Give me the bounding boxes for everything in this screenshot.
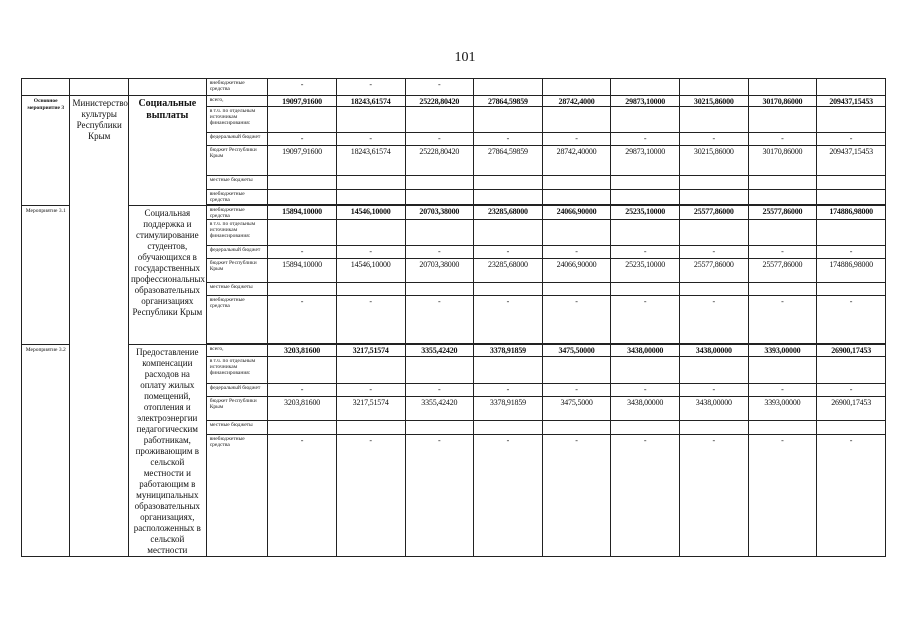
table-cell <box>817 107 886 133</box>
funding-table <box>21 78 886 557</box>
table-cell: внебюджетные средства <box>206 79 268 96</box>
table-cell <box>748 220 817 246</box>
table-cell <box>542 190 611 205</box>
table-cell: - <box>405 296 474 344</box>
table-cell: - <box>680 133 749 146</box>
table-cell <box>474 107 543 133</box>
table-cell: 18243,61574 <box>336 96 405 107</box>
table-cell: - <box>268 246 337 259</box>
table-cell: - <box>680 296 749 344</box>
table-row <box>22 345 886 357</box>
table-cell <box>474 176 543 190</box>
table-cell: в т.ч. по отдельным источникам финансирования: <box>206 107 268 133</box>
table-cell <box>268 107 337 133</box>
table-cell: 3355,42420 <box>405 396 474 420</box>
table-cell <box>268 176 337 190</box>
table-cell: - <box>336 296 405 344</box>
executor: Министерство культуры Республики Крым <box>70 96 129 557</box>
page-number: 101 <box>454 50 476 65</box>
table-cell: 18243,61574 <box>336 146 405 176</box>
table-cell <box>542 283 611 296</box>
table-cell <box>268 421 337 434</box>
table-cell: 15894,10000 <box>268 206 337 220</box>
table-cell: 3438,00000 <box>680 345 749 357</box>
table-cell: 28742,4000 <box>542 96 611 107</box>
block-code: Мероприятие 3.1 <box>22 206 70 345</box>
table-cell <box>474 190 543 205</box>
table-cell: 25235,10000 <box>611 206 680 220</box>
table-cell <box>680 107 749 133</box>
table-cell: - <box>817 246 886 259</box>
table-cell: - <box>542 246 611 259</box>
table-cell: 14546,10000 <box>336 259 405 283</box>
table-cell: - <box>405 79 474 96</box>
table-cell <box>817 220 886 246</box>
table-cell <box>817 79 886 96</box>
table-cell: 25577,86000 <box>748 206 817 220</box>
table-cell: 25577,86000 <box>680 206 749 220</box>
table-cell <box>474 357 543 384</box>
table-cell <box>748 421 817 434</box>
table-cell <box>748 79 817 96</box>
table-cell: 19097,91600 <box>268 146 337 176</box>
table-cell <box>748 176 817 190</box>
table-cell: местные бюджеты <box>206 176 268 190</box>
table-row <box>22 96 886 107</box>
table-cell <box>542 357 611 384</box>
table-cell <box>611 421 680 434</box>
table-cell: - <box>268 434 337 556</box>
table-cell: всего, <box>206 345 268 357</box>
block-code: Мероприятие 3.2 <box>22 345 70 557</box>
table-cell: 29873,10000 <box>611 96 680 107</box>
table-cell: федеральный бюджет <box>206 383 268 396</box>
table-cell: - <box>817 133 886 146</box>
table-cell <box>405 220 474 246</box>
table-cell <box>405 421 474 434</box>
table-cell <box>474 421 543 434</box>
table-cell: - <box>268 79 337 96</box>
table-cell: 174886,98000 <box>817 206 886 220</box>
table-cell: - <box>611 296 680 344</box>
table-cell <box>611 283 680 296</box>
table-cell: 30170,86000 <box>748 146 817 176</box>
table-cell: - <box>542 383 611 396</box>
table-cell: 23285,68000 <box>474 259 543 283</box>
table-cell: 24066,90000 <box>542 206 611 220</box>
table-cell <box>405 357 474 384</box>
table-cell <box>22 79 70 96</box>
table-cell: - <box>405 133 474 146</box>
table-cell <box>611 220 680 246</box>
table-cell: - <box>336 133 405 146</box>
table-cell: - <box>336 434 405 556</box>
table-cell: - <box>268 383 337 396</box>
table-cell: - <box>474 133 543 146</box>
table-cell: федеральный бюджет <box>206 246 268 259</box>
table-cell: - <box>680 434 749 556</box>
table-cell <box>542 79 611 96</box>
table-cell: - <box>680 246 749 259</box>
table-cell <box>680 421 749 434</box>
table-cell: 29873,10000 <box>611 146 680 176</box>
table-cell <box>474 283 543 296</box>
table-row <box>22 79 886 96</box>
table-cell <box>817 421 886 434</box>
table-cell: - <box>611 383 680 396</box>
table-cell <box>680 357 749 384</box>
table-cell: 19097,91600 <box>268 96 337 107</box>
table-cell <box>611 357 680 384</box>
table-cell: 25577,86000 <box>680 259 749 283</box>
table-cell: - <box>474 296 543 344</box>
table-cell <box>748 107 817 133</box>
table-cell <box>268 190 337 205</box>
table-cell: 26900,17453 <box>817 345 886 357</box>
table-cell: - <box>748 133 817 146</box>
block-name: Социальная поддержка и стимулирование студентов, обучающихся в государственных профессиональных образовательных организациях Республики Крым <box>128 206 206 345</box>
table-cell: - <box>748 246 817 259</box>
table-row <box>22 206 886 220</box>
table-cell: - <box>474 246 543 259</box>
table-cell <box>817 283 886 296</box>
table-cell: 3393,00000 <box>748 396 817 420</box>
table-cell: внебюджетные средства <box>206 296 268 344</box>
table-cell: 25228,80420 <box>405 146 474 176</box>
table-cell: - <box>474 434 543 556</box>
table-cell: - <box>542 133 611 146</box>
table-cell <box>336 357 405 384</box>
table-cell: - <box>542 296 611 344</box>
table-cell <box>542 176 611 190</box>
table-cell <box>680 79 749 96</box>
table-cell <box>542 220 611 246</box>
table-cell <box>336 190 405 205</box>
table-cell <box>817 176 886 190</box>
table-cell: 24066,90000 <box>542 259 611 283</box>
table-cell: внебюджетные средства <box>206 190 268 205</box>
table-cell: 3438,00000 <box>611 345 680 357</box>
table-cell <box>336 220 405 246</box>
table-cell: внебюджетные средства <box>206 434 268 556</box>
table-cell: - <box>748 434 817 556</box>
table-cell: 3217,51574 <box>336 396 405 420</box>
table-cell: внебюджетные средства <box>206 206 268 220</box>
table-cell <box>474 220 543 246</box>
table-cell <box>748 357 817 384</box>
table-cell: - <box>611 434 680 556</box>
table-cell: 3378,91859 <box>474 396 543 420</box>
table-cell <box>268 283 337 296</box>
table-cell <box>611 190 680 205</box>
table-cell: 3217,51574 <box>336 345 405 357</box>
table-cell: бюджет Республики Крым <box>206 259 268 283</box>
table-cell: 14546,10000 <box>336 206 405 220</box>
table-cell <box>611 107 680 133</box>
table-cell: - <box>336 79 405 96</box>
table-cell <box>542 421 611 434</box>
table-cell: - <box>611 246 680 259</box>
table-cell: - <box>405 383 474 396</box>
table-cell <box>680 176 749 190</box>
table-cell <box>680 220 749 246</box>
table-cell: бюджет Республики Крым <box>206 146 268 176</box>
table-cell: - <box>268 296 337 344</box>
block-code: Основное мероприятие 3 <box>22 96 70 206</box>
table-cell <box>405 190 474 205</box>
table-cell: 30170,86000 <box>748 96 817 107</box>
table-cell <box>474 79 543 96</box>
table-cell <box>817 190 886 205</box>
table-cell: 30215,86000 <box>680 146 749 176</box>
table-cell: всего, <box>206 96 268 107</box>
table-cell: 26900,17453 <box>817 396 886 420</box>
table-cell <box>748 190 817 205</box>
table-cell: - <box>336 246 405 259</box>
table-cell: в т.ч. по отдельным источникам финансирования: <box>206 357 268 384</box>
table-cell: 3438,00000 <box>680 396 749 420</box>
table-cell: местные бюджеты <box>206 283 268 296</box>
table-cell: - <box>405 246 474 259</box>
table-cell <box>336 176 405 190</box>
table-cell: - <box>748 383 817 396</box>
table-cell <box>268 220 337 246</box>
table-cell: местные бюджеты <box>206 421 268 434</box>
table-cell: - <box>817 383 886 396</box>
table-cell: 15894,10000 <box>268 259 337 283</box>
table-cell: 3355,42420 <box>405 345 474 357</box>
table-cell <box>405 176 474 190</box>
table-cell: - <box>817 434 886 556</box>
table-cell: 3475,50000 <box>542 345 611 357</box>
table-cell: 174886,98000 <box>817 259 886 283</box>
table-cell: федеральный бюджет <box>206 133 268 146</box>
table-cell: 23285,68000 <box>474 206 543 220</box>
table-cell: 3203,81600 <box>268 396 337 420</box>
table-cell: в т.ч. по отдельным источникам финансирования: <box>206 220 268 246</box>
table-cell: 3393,00000 <box>748 345 817 357</box>
table-cell: 3475,5000 <box>542 396 611 420</box>
block-name: Предоставление компенсации расходов на оплату жилых помещений, отопления и электроэнергии педагогическим работникам, проживающим в сельской местности и работающим в муниципальных образовательных организациях, расположенных в сельской местности <box>128 345 206 557</box>
table-cell <box>70 79 129 96</box>
table-cell <box>748 283 817 296</box>
table-cell <box>817 357 886 384</box>
table-cell: 20703,38000 <box>405 259 474 283</box>
block-name: Социальные выплаты <box>128 96 206 206</box>
table-cell: 25228,80420 <box>405 96 474 107</box>
table-cell: 209437,15453 <box>817 96 886 107</box>
table-cell: 25235,10000 <box>611 259 680 283</box>
table-cell: - <box>748 296 817 344</box>
table-cell: 27864,59859 <box>474 146 543 176</box>
table-cell <box>128 79 206 96</box>
table-cell: 30215,86000 <box>680 96 749 107</box>
table-cell: - <box>336 383 405 396</box>
table-cell <box>542 107 611 133</box>
table-cell <box>405 107 474 133</box>
table-cell <box>336 283 405 296</box>
table-cell: - <box>542 434 611 556</box>
table-cell: - <box>680 383 749 396</box>
table-cell <box>680 190 749 205</box>
table-cell <box>680 283 749 296</box>
table-cell: 27864,59859 <box>474 96 543 107</box>
table-cell: 3378,91859 <box>474 345 543 357</box>
table-cell <box>611 176 680 190</box>
table-cell: - <box>474 383 543 396</box>
table-cell <box>336 107 405 133</box>
table-cell: 209437,15453 <box>817 146 886 176</box>
table-cell: 3438,00000 <box>611 396 680 420</box>
table-cell: 3203,81600 <box>268 345 337 357</box>
table-cell: 28742,40000 <box>542 146 611 176</box>
table-cell <box>405 283 474 296</box>
table-cell: 20703,38000 <box>405 206 474 220</box>
table-cell: - <box>268 133 337 146</box>
table-cell: - <box>817 296 886 344</box>
table-cell: 25577,86000 <box>748 259 817 283</box>
table-cell <box>336 421 405 434</box>
table-cell: - <box>405 434 474 556</box>
table-cell: бюджет Республики Крым <box>206 396 268 420</box>
table-cell <box>268 357 337 384</box>
table-cell <box>611 79 680 96</box>
table-cell: - <box>611 133 680 146</box>
